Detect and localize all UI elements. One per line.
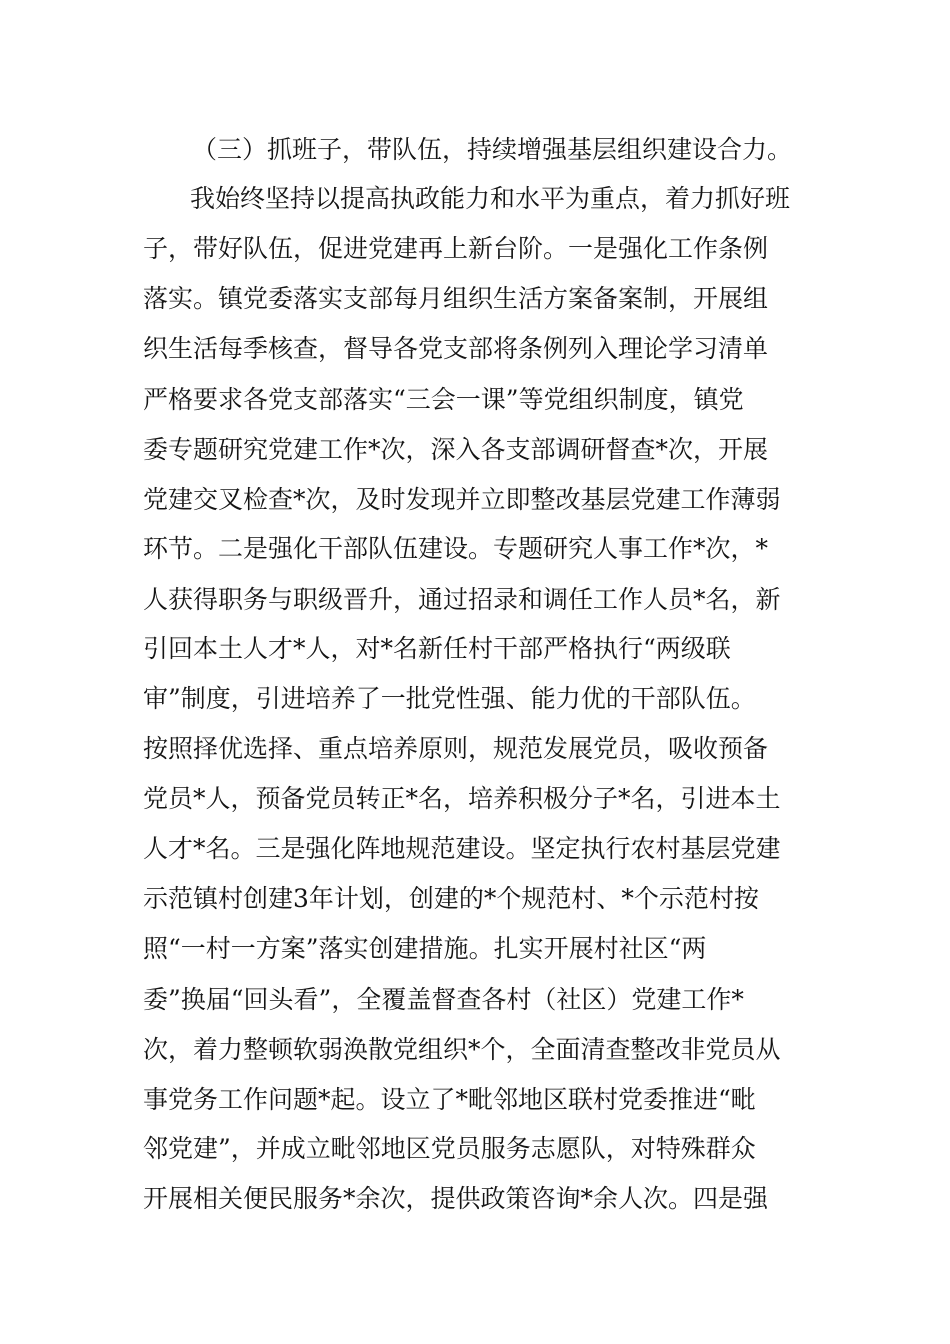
paragraph-line: 人才*名。三是强化阵地规范建设。坚定执行农村基层党建 <box>143 834 781 863</box>
section-heading: （三）抓班子，带队伍，持续增强基层组织建设合力。 <box>192 135 793 164</box>
paragraph-line: 党员*人，预备党员转正*名，培养积极分子*名，引进本土 <box>143 784 781 813</box>
paragraph-line: 照“一村一方案”落实创建措施。扎实开展村社区“两 <box>143 934 707 963</box>
paragraph-line: 引回本土人才*人，对*名新任村干部严格执行“两级联 <box>143 634 731 663</box>
paragraph-line: 开展相关便民服务*余次，提供政策咨询*余人次。四是强 <box>143 1184 769 1213</box>
paragraph-line: 环节。二是强化干部队伍建设。专题研究人事工作*次，* <box>143 534 769 563</box>
paragraph-line: 委专题研究党建工作*次，深入各支部调研督查*次，开展 <box>143 435 769 464</box>
paragraph-line: 事党务工作问题*起。设立了*毗邻地区联村党委推进“毗 <box>143 1085 756 1114</box>
paragraph-line: 人获得职务与职级晋升，通过招录和调任工作人员*名，新 <box>143 585 781 614</box>
paragraph-line: 我始终坚持以提高执政能力和水平为重点，着力抓好班 <box>190 184 791 213</box>
paragraph-line: 落实。镇党委落实支部每月组织生活方案备案制，开展组 <box>143 284 769 313</box>
paragraph-line: 邻党建”，并成立毗邻地区党员服务志愿队，对特殊群众 <box>143 1134 756 1163</box>
paragraph-line: 次，着力整顿软弱涣散党组织*个，全面清查整改非党员从 <box>143 1035 781 1064</box>
paragraph-line: 子，带好队伍，促进党建再上新台阶。一是强化工作条例 <box>143 234 769 263</box>
paragraph-line: 审”制度，引进培养了一批党性强、能力优的干部队伍。 <box>143 684 756 713</box>
paragraph-line: 织生活每季核查，督导各党支部将条例列入理论学习清单 <box>143 334 769 363</box>
paragraph-line: 严格要求各党支部落实“三会一课”等党组织制度，镇党 <box>143 385 744 414</box>
paragraph-line: 委”换届“回头看”，全覆盖督查各村（社区）党建工作* <box>143 985 744 1014</box>
paragraph-line: 党建交叉检查*次，及时发现并立即整改基层党建工作薄弱 <box>143 485 781 514</box>
paragraph-line: 示范镇村创建3年计划，创建的*个规范村、*个示范村按 <box>143 884 759 913</box>
paragraph-line: 按照择优选择、重点培养原则，规范发展党员，吸收预备 <box>143 734 769 763</box>
